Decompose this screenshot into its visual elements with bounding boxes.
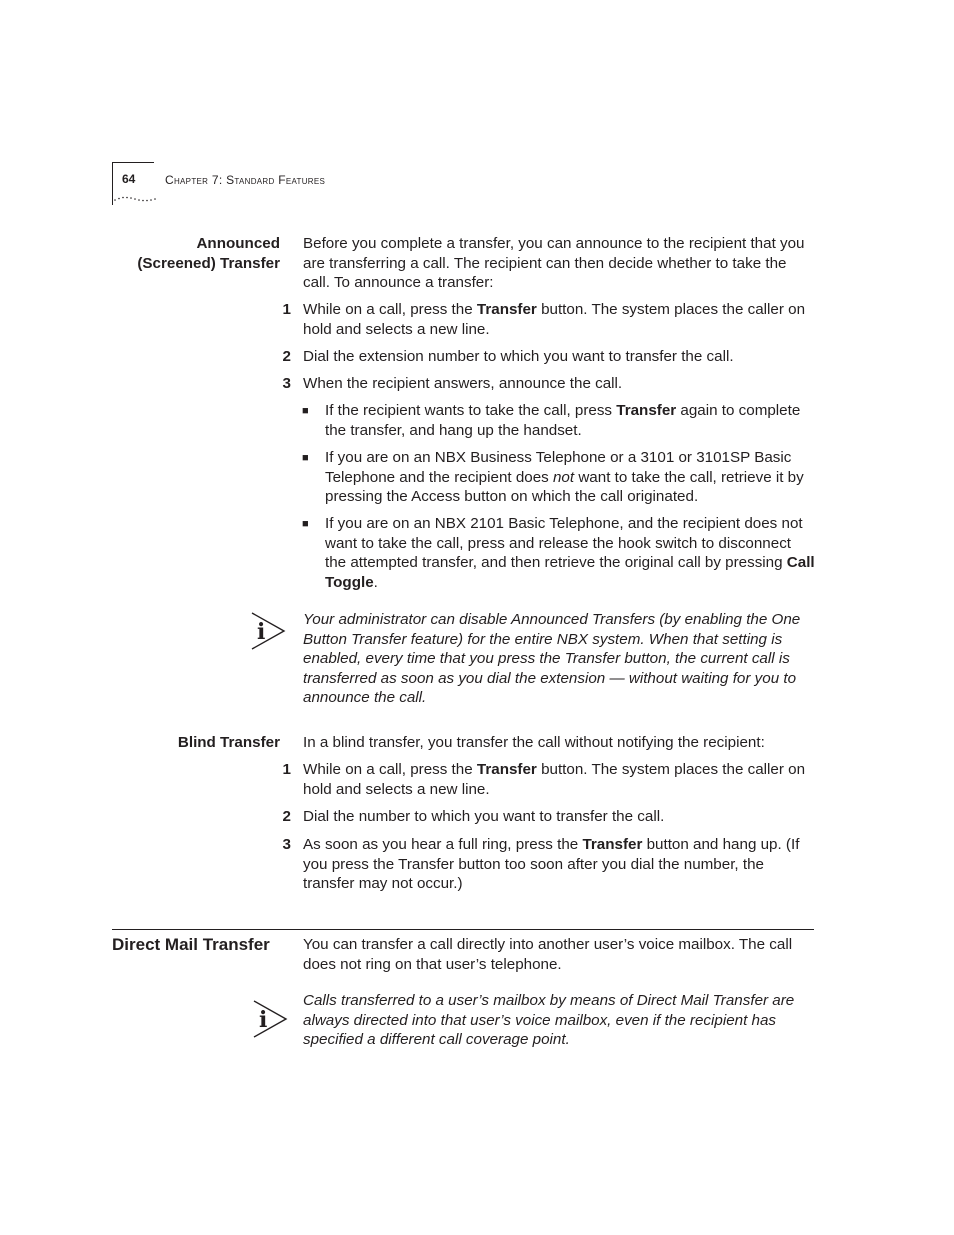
header-dots-decoration bbox=[114, 196, 156, 202]
blind-step-2: Dial the number to which you want to transfer the call. bbox=[303, 808, 665, 825]
step-number: 1 bbox=[282, 301, 291, 318]
direct-mail-intro: You can transfer a call directly into another user’s voice mailbox. The call does not ring on that user’s telephone. bbox=[303, 936, 793, 973]
section-divider bbox=[112, 929, 814, 930]
step-number: 3 bbox=[282, 375, 291, 392]
bullet-marker: ■ bbox=[302, 405, 309, 417]
announced-bullet-3: If you are on an NBX 2101 Basic Telephone, and the recipient does not want to take the call, press and release the hook switch to disconnect the attempted transfer, and then retrieve the original call by pressing Call Toggle. bbox=[325, 515, 815, 591]
blind-step-1: While on a call, press the Transfer button. The system places the caller on hold and selects a new line. bbox=[303, 761, 806, 798]
page-number: 64 bbox=[122, 172, 136, 186]
announced-step-2: Dial the extension number to which you want to transfer the call. bbox=[303, 348, 734, 365]
bullet-marker: ■ bbox=[302, 452, 309, 464]
blind-intro: In a blind transfer, you transfer the call without notifying the recipient: bbox=[303, 734, 765, 751]
info-icon bbox=[250, 611, 286, 651]
header-rule-horizontal bbox=[112, 162, 154, 163]
bullet-marker: ■ bbox=[302, 518, 309, 530]
svg-text:i: i bbox=[259, 1007, 268, 1033]
info-icon bbox=[252, 999, 288, 1039]
step-number: 2 bbox=[282, 808, 291, 825]
announced-step-3: When the recipient answers, announce the call. bbox=[303, 375, 623, 392]
direct-mail-note: Calls transferred to a user’s mailbox by means of Direct Mail Transfer are always directed into that user’s voice mailbox, even if the recipient has specified a different call coverage point. bbox=[303, 992, 795, 1048]
announced-bullet-2: If you are on an NBX Business Telephone or a 3101 or 3101SP Basic Telephone and the recipient does not want to take the call, retrieve it by pressing the Access button on which the call originated. bbox=[325, 449, 804, 505]
header-rule-vertical bbox=[112, 162, 113, 205]
svg-text:i: i bbox=[257, 619, 266, 645]
blind-step-3: As soon as you hear a full ring, press the Transfer button and hang up. (If you press the Transfer button too soon after you dial the number, the transfer may not occur.) bbox=[303, 836, 800, 892]
section-heading-blind: Blind Transfer bbox=[177, 734, 280, 751]
step-number: 2 bbox=[282, 348, 291, 365]
chapter-title: Chapter 7: Standard Features bbox=[165, 173, 326, 187]
step-number: 1 bbox=[282, 761, 291, 778]
announced-intro: Before you complete a transfer, you can announce to the recipient that you are transferring a call. The recipient can then decide whether to take the call. To announce a transfer: bbox=[303, 235, 805, 291]
announced-note: Your administrator can disable Announced Transfers (by enabling the One Button Transfer feature) for the entire NBX system. When that setting is enabled, every time that you press the Transfer button, the current call is transferred as soon as you dial the extension — without waiting for you to announce the call. bbox=[303, 611, 801, 706]
announced-bullet-1: If the recipient wants to take the call, press Transfer again to complete the transfer, and hang up the handset. bbox=[325, 402, 801, 439]
section-heading-announced: Announced (Screened) Transfer bbox=[137, 235, 280, 272]
step-number: 3 bbox=[282, 836, 291, 853]
announced-step-1: While on a call, press the Transfer button. The system places the caller on hold and selects a new line. bbox=[303, 301, 806, 338]
section-heading-direct-mail: Direct Mail Transfer bbox=[112, 935, 270, 954]
